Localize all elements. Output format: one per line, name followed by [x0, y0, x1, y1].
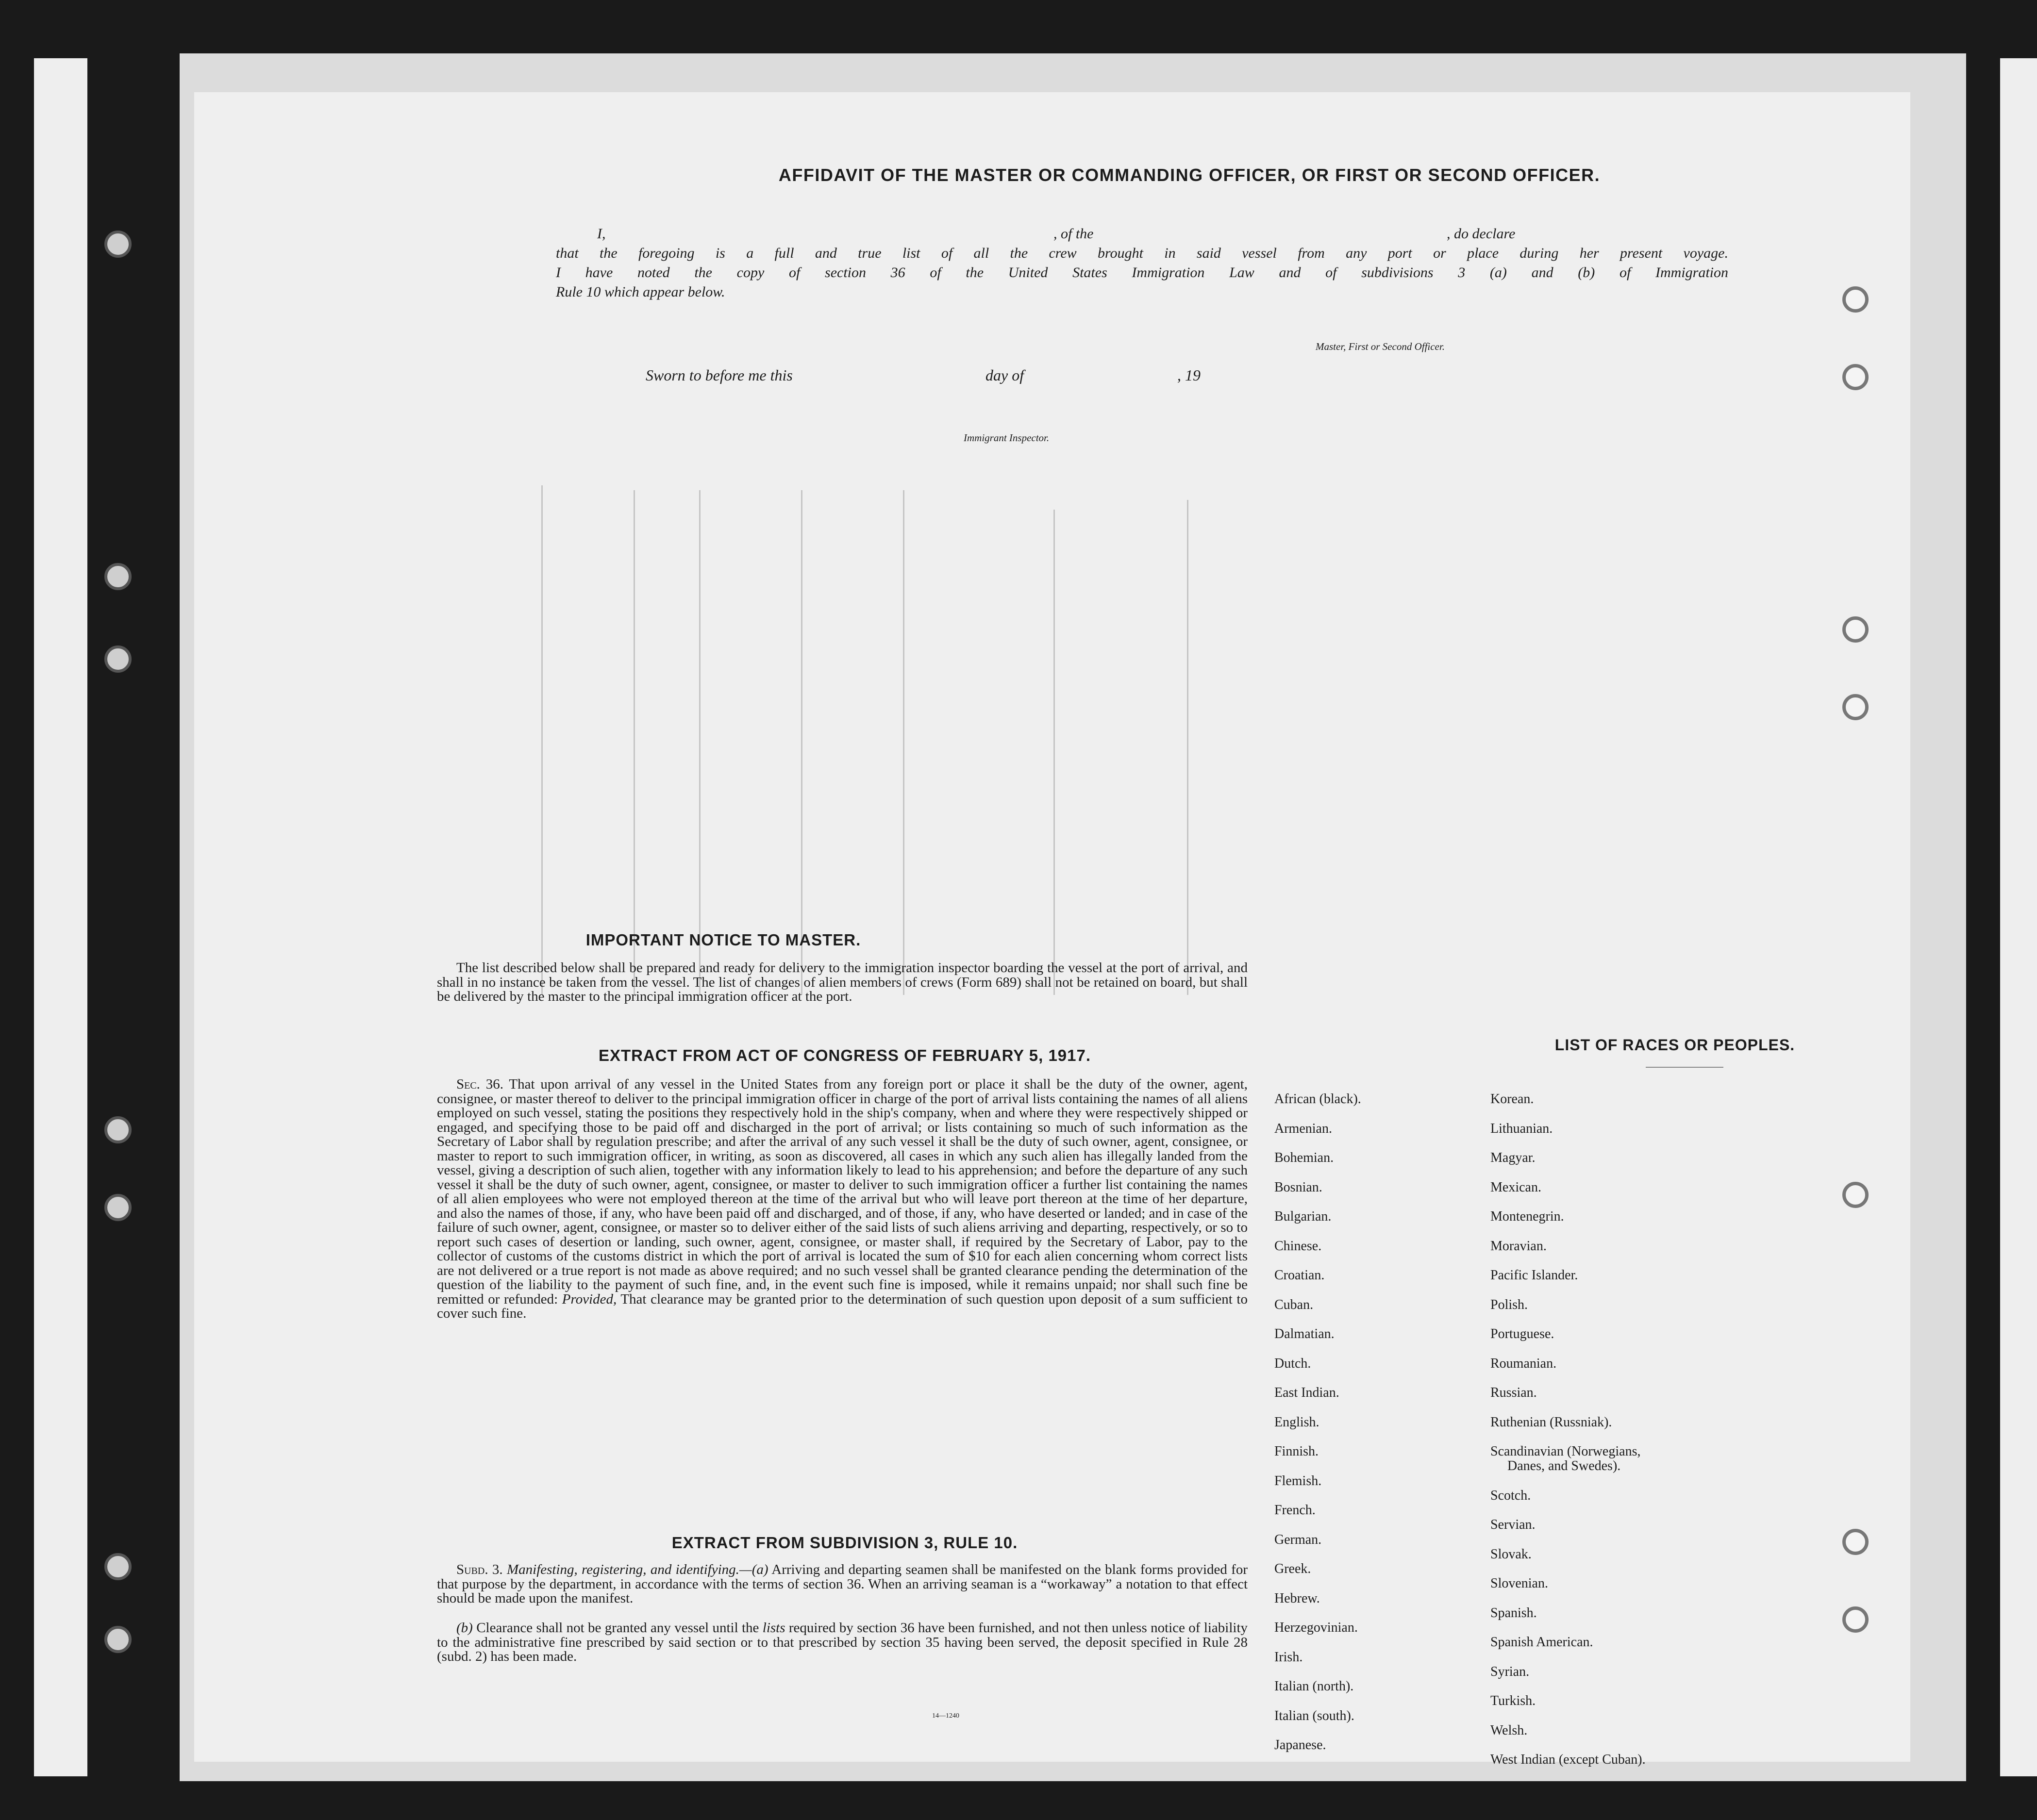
act-section-label: Sec. 36. — [456, 1076, 504, 1092]
punch-hole — [1842, 364, 1869, 390]
race-item: German. — [1274, 1532, 1322, 1547]
ghost-rule — [634, 490, 635, 995]
race-item: Dalmatian. — [1274, 1326, 1335, 1341]
binder-clip — [104, 1626, 132, 1653]
race-item: Scotch. — [1490, 1488, 1531, 1503]
affidavit-line-3: I have noted the copy of section 36 of the United States Immigration Law and of subdivisions 3 (a) and (b) of Immigration — [556, 265, 1728, 281]
race-item: Bulgarian. — [1274, 1209, 1332, 1224]
race-item: East Indian. — [1274, 1385, 1339, 1400]
year-label: , 19 — [1177, 366, 1201, 384]
race-item: Syrian. — [1490, 1664, 1530, 1679]
punch-hole — [1842, 1529, 1869, 1555]
race-item: Flemish. — [1274, 1473, 1322, 1489]
race-item: Welsh. — [1490, 1722, 1528, 1738]
punch-hole — [1842, 286, 1869, 313]
act-title: EXTRACT FROM ACT OF CONGRESS OF FEBRUARY 5, 1917. — [598, 1046, 1091, 1064]
race-item: Dutch. — [1274, 1356, 1311, 1371]
race-item: Roumanian. — [1490, 1356, 1557, 1371]
punch-hole — [1842, 694, 1869, 720]
race-item: Montenegrin. — [1490, 1209, 1564, 1224]
affidavit-do-declare: , do declare — [1447, 226, 1516, 242]
race-item: Bohemian. — [1274, 1150, 1334, 1165]
race-item: African (black). — [1274, 1092, 1361, 1107]
binder-strip-left — [34, 58, 87, 1776]
race-item: Croatian. — [1274, 1268, 1325, 1283]
race-item: Servian. — [1490, 1517, 1536, 1532]
ghost-rule — [801, 490, 802, 995]
rule-b-lists: lists — [762, 1620, 785, 1636]
race-item: Spanish. — [1490, 1605, 1537, 1621]
master-signature-label: Master, First or Second Officer. — [1316, 341, 1445, 352]
race-item: Ruthenian (Russniak). — [1490, 1414, 1612, 1430]
race-item: Danes, and Swedes). — [1507, 1458, 1621, 1473]
document-page — [194, 92, 1910, 1767]
notice-body: The list described below shall be prepared and ready for delivery to the immigration inspector boarding the vessel at the port of arrival, and shall in no instance be taken from the vessel. The list of changes of alien members of crews (Form 689) shall not be retained on board, but shall be delivered by the master to the principal immigration officer at the port. — [437, 960, 1248, 1004]
race-item: Scandinavian (Norwegians, — [1490, 1444, 1641, 1459]
rule-b-body-2: required by section 36 have been furnished, and not then unless notice of liability to the administrative fine prescribed by said section or to that prescribed by section 35 having been served, the deposit specified in Rule 28 (subd. 2) has been made. — [437, 1620, 1248, 1664]
race-item: Italian (south). — [1274, 1708, 1354, 1723]
affidavit-i: I, — [597, 226, 606, 242]
race-item: Herzegovinian. — [1274, 1620, 1358, 1635]
sworn-label: Sworn to before me this — [646, 366, 793, 384]
binder-clip — [104, 645, 132, 673]
race-item: Korean. — [1490, 1092, 1534, 1107]
rule-subd-a — [437, 1563, 1248, 1606]
day-of-label: day of — [985, 366, 1024, 384]
rule-subd-b — [437, 1621, 1248, 1664]
race-item: French. — [1274, 1503, 1316, 1518]
act-provided: Provided, — [562, 1291, 617, 1307]
notice-title-text: IMPORTANT NOTICE TO MASTER. — [585, 931, 861, 949]
rule-title: EXTRACT FROM SUBDIVISION 3, RULE 10. — [671, 1534, 1018, 1552]
race-item: Moravian. — [1490, 1238, 1547, 1254]
affidavit-title: AFFIDAVIT OF THE MASTER OR COMMANDING OFFICER, OR FIRST OR SECOND OFFICER. — [778, 165, 1601, 185]
race-item: Magyar. — [1490, 1150, 1536, 1165]
race-item: Slovak. — [1490, 1546, 1532, 1562]
race-item: Greek. — [1274, 1561, 1311, 1576]
ghost-rule — [1187, 500, 1188, 995]
rule-subd-a-body: Arriving and departing seamen shall be manifested on the blank forms provided for that purpose by the department, in accordance with the terms of section 36. When an arriving seaman is a “workaway” a notation to that effect should be made upon the manifest. — [437, 1562, 1248, 1606]
punch-hole — [1842, 1182, 1869, 1208]
affidavit-line-2: that the foregoing is a full and true list of all the crew brought in said vessel from any port or place during her present voyage. — [556, 245, 1728, 261]
binder-clip — [104, 563, 132, 590]
binder-clip — [104, 1194, 132, 1221]
rule-b-label: (b) — [456, 1620, 473, 1636]
race-item: Portuguese. — [1490, 1326, 1554, 1341]
notice-text — [437, 961, 1248, 1004]
rule-subd-heading: Manifesting, registering, and identifying.—(a) — [506, 1562, 768, 1577]
ghost-rule — [1053, 510, 1055, 995]
punch-hole — [1842, 1606, 1869, 1633]
race-item: Cuban. — [1274, 1297, 1314, 1312]
rule-subd-label: Subd. 3. — [456, 1562, 503, 1577]
binder-strip-right — [2000, 58, 2037, 1776]
act-text — [437, 1077, 1248, 1321]
ghost-rule — [903, 490, 904, 995]
race-item: Pacific Islander. — [1490, 1268, 1578, 1283]
race-item: Mexican. — [1490, 1179, 1541, 1195]
race-item: Slovenian. — [1490, 1576, 1548, 1591]
inspector-signature-label: Immigrant Inspector. — [964, 432, 1050, 444]
ghost-rule — [699, 490, 701, 995]
race-item: Turkish. — [1490, 1693, 1536, 1708]
binder-clip — [104, 1553, 132, 1580]
race-item: Chinese. — [1274, 1238, 1322, 1254]
race-item: Russian. — [1490, 1385, 1537, 1400]
races-title: LIST OF RACES OR PEOPLES. — [1554, 1036, 1795, 1054]
race-item: West Indian (except Cuban). — [1490, 1752, 1646, 1767]
race-item: Hebrew. — [1274, 1590, 1320, 1606]
race-item: Lithuanian. — [1490, 1121, 1553, 1136]
affidavit-of-the: , of the — [1053, 226, 1094, 242]
race-item: Finnish. — [1274, 1444, 1319, 1459]
binder-clip — [104, 231, 132, 258]
punch-hole — [1842, 616, 1869, 643]
race-item: Polish. — [1490, 1297, 1528, 1312]
race-item: Irish. — [1274, 1649, 1303, 1665]
rule-b-body-1: Clearance shall not be granted any vessel until the — [476, 1620, 759, 1636]
form-number: 14—1240 — [932, 1712, 959, 1720]
act-body: That upon arrival of any vessel in the United States from any foreign port or place it shall be the duty of the owner, agent, consignee, or master thereof to deliver to the principal immigration officer in charge of the port of arrival lists containing the names of all aliens employed on such vessel, stating the positions they respectively hold in the ship's company, when and where they were respectively shipped or engaged, and specifying those to be paid off and discharged in the port of arrival; or lists containing so much of such information as the Secretary of Labor shall by regulation prescribe; and after the arrival of any such vessel it shall be the duty of such owner, agent, consignee, or master to report to such immigration officer, in writing, as soon as discovered, all cases in which any such alien has illegally landed from the vessel, giving a description of such alien, together with any information likely to lead to his apprehension; and before the departure of any such vessel it shall be the duty of such owner, agent, consignee, or master to deliver to such immigration officer a further list containing the names of all alien employees who were not employed thereon at the time of the arrival but who will leave port thereon at the time of her departure, and also the names of those, if any, who have been paid off and discharged, and of those, if any, who have deserted or landed; and in case of the failure of such owner, agent, consignee, or master so to deliver either of the said lists of such aliens arriving and departing, respectively, or so to report such cases of desertion or landing, such owner, agent, consignee, or master shall, if required by the Secretary of Labor, pay to the collector of customs of the customs district in which the port of arrival is located the sum of $10 for each alien concerning whom correct lists are not delivered or a true report is not made as above required; and no such vessel shall be granted clearance pending the determination of the question of the liability to the payment of such fine, and, in the event such fine is imposed, while it remains unpaid; nor shall such fine be remitted or refunded: — [437, 1076, 1248, 1307]
ghost-rule — [541, 485, 543, 995]
act-body-end: That clearance may be granted prior to the determination of such question upon deposit of a sum sufficient to cover such fine. — [437, 1291, 1248, 1321]
race-item: Bosnian. — [1274, 1179, 1322, 1195]
races-title-rule — [1646, 1067, 1723, 1068]
race-item: Italian (north). — [1274, 1679, 1354, 1694]
affidavit-line-4: Rule 10 which appear below. — [556, 284, 725, 300]
binder-clip — [104, 1116, 132, 1143]
race-item: English. — [1274, 1414, 1319, 1430]
race-item: Armenian. — [1274, 1121, 1332, 1136]
race-item: Japanese. — [1274, 1737, 1326, 1753]
race-item: Spanish American. — [1490, 1635, 1593, 1650]
